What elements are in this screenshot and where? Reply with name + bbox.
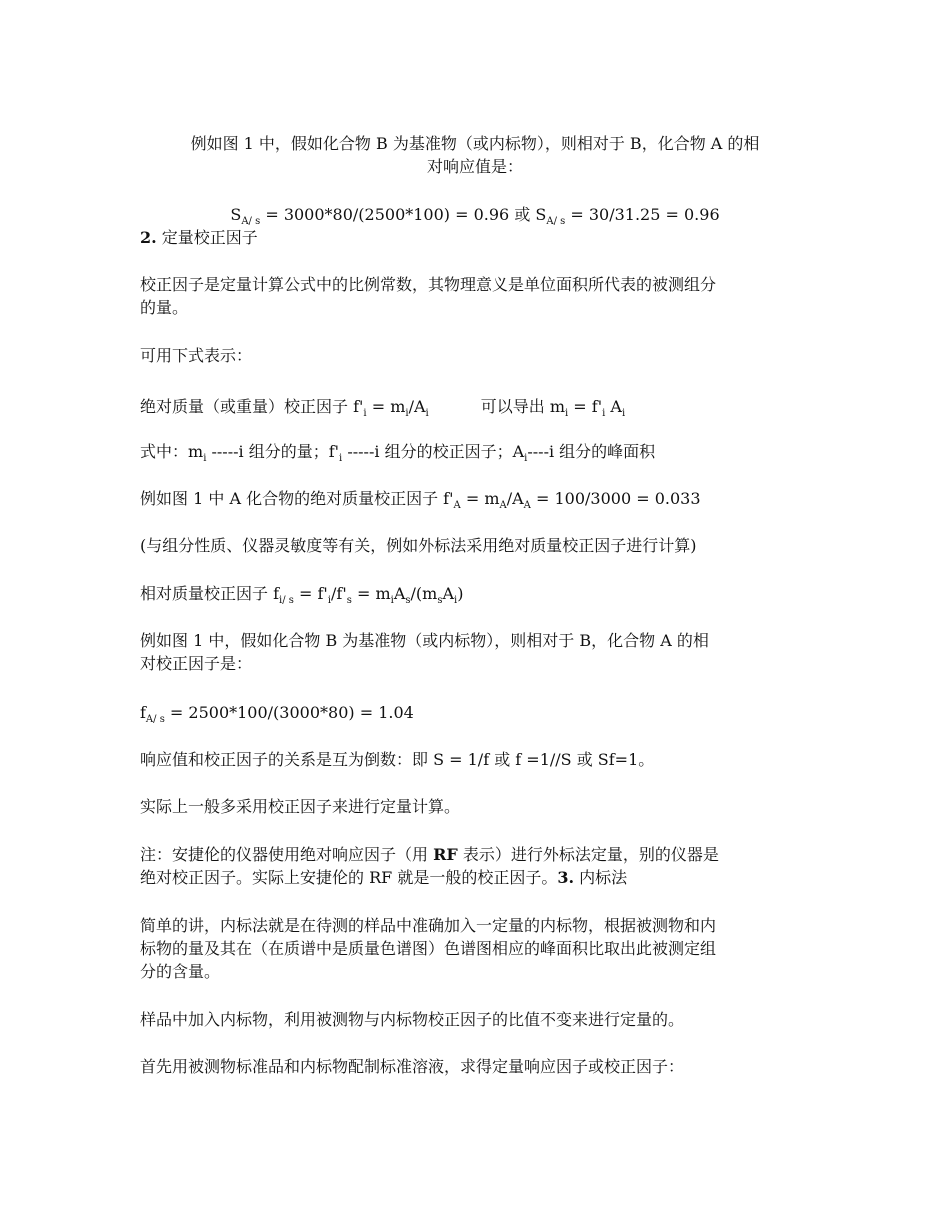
internal-standard-line-2: 标物的量及其在（在质谱中是质量色谱图）色谱图相应的峰面积比取出此被测定组	[140, 939, 717, 958]
example-relative-line-2: 对校正因子是：	[140, 654, 253, 673]
where-definitions: 式中：$m_i$ -----i 组分的量；$f'_i$ -----i 组分的校正因子；$A_i----i$ 组分的峰面积	[140, 442, 656, 464]
relative-factor-formula: 相对质量校正因子 $f_{i/ s} = f'_i/f'_s = m_iA_s/(m_sA_i)$	[140, 584, 464, 606]
internal-standard-para-2: 样品中加入内标物，利用被测物与内标物校正因子的比值不变来进行定量的。	[140, 1010, 685, 1029]
agilent-note-line-1: 注：安捷伦的仪器使用绝对响应因子（用 RF 表示）进行外标法定量，别的仪器是	[140, 845, 719, 864]
example-relative-line-1: 例如图 1 中，假如化合物 B 为基准物（或内标物），则相对于 B，化合物 A 的相	[140, 631, 709, 650]
intro-line-1: 例如图 1 中，假如化合物 B 为基准物（或内标物），则相对于 B，化合物 A 的相	[190, 134, 760, 153]
relation-statement: 响应值和校正因子的关系是互为倒数：即 S = 1/f 或 f =1//S 或 Sf=1。	[140, 750, 655, 769]
internal-standard-line-1: 简单的讲，内标法就是在待测的样品中准确加入一定量的内标物，根据被测物和内	[140, 916, 717, 935]
internal-standard-line-3: 分的含量。	[140, 962, 221, 981]
practice-statement: 实际上一般多采用校正因子来进行定量计算。	[140, 797, 461, 816]
example-absolute-factor: 例如图 1 中 A 化合物的绝对质量校正因子 $f'_A = m_A/A_A = 100/3000 = 0.033$	[140, 489, 701, 511]
note-external-method: (与组分性质、仪器灵敏度等有关，例如外标法采用绝对质量校正因子进行计算)	[140, 536, 697, 555]
equation-response-value: $S_{A/ s} = 3000*80/(2500*100) = 0.96$ 或 $S_{A/ s} = 30/31.25 = 0.96$	[230, 205, 720, 227]
para-definition-line-1: 校正因子是定量计算公式中的比例常数，其物理意义是单位面积所代表的被测组分	[140, 275, 717, 294]
internal-standard-para-3: 首先用被测物标准品和内标物配制标准溶液，求得定量响应因子或校正因子：	[140, 1057, 685, 1076]
para-definition-line-2: 的量。	[140, 298, 189, 317]
absolute-factor-formula: 绝对质量（或重量）校正因子 $f'_i = m_i/A_i$ 可以导出 $m_i = f'_i$ $A_i$	[140, 397, 626, 419]
agilent-note-line-2: 绝对校正因子。实际上安捷伦的 RF 就是一般的校正因子。3. 内标法	[140, 868, 628, 887]
equation-relative-factor: $f_{A/ s} = 2500*100/(3000*80) = 1.04$	[140, 703, 414, 725]
para-expressed: 可用下式表示：	[140, 346, 253, 365]
section-heading-2: 2. 定量校正因子	[140, 228, 258, 247]
intro-line-2: 对响应值是：	[426, 157, 523, 176]
